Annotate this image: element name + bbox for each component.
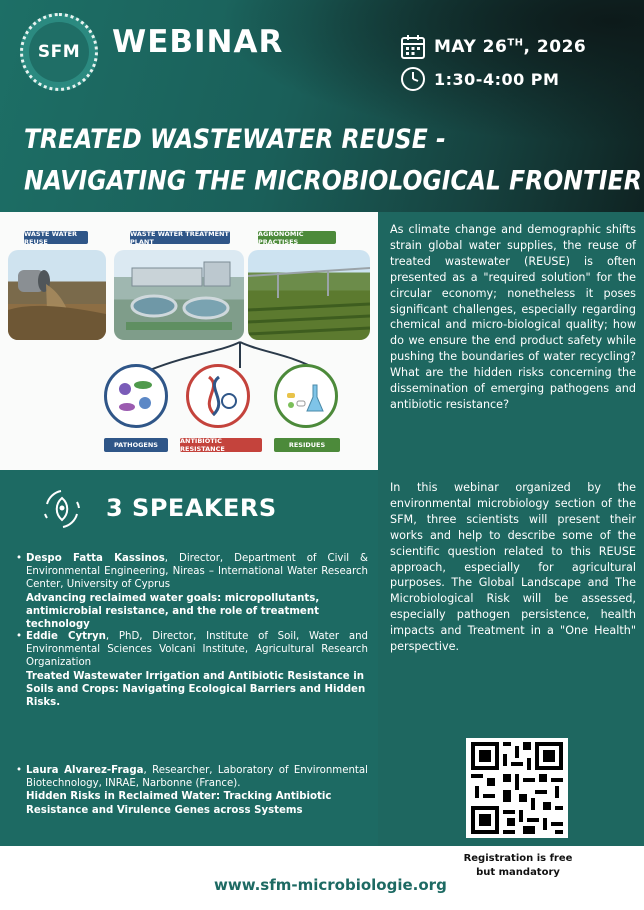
speaker-name: Eddie Cytryn — [26, 631, 106, 642]
webinar-label: WEBINAR — [112, 24, 284, 60]
clock-icon — [400, 66, 426, 92]
registration-line-1: Registration is free — [463, 853, 573, 864]
outfall-pipe-illustration — [8, 250, 106, 340]
label-pathogens: PATHOGENS — [104, 438, 168, 452]
speaker-affiliation: , Director, Department of Civil & Environmental Engineering, Nireas – International Water Research Center, University of Cyprus — [26, 553, 368, 591]
registration-note — [452, 852, 584, 880]
tag-agronomic-practises: AGRONOMIC PRACTISES — [258, 231, 336, 244]
antibiotic-resistance-illustration — [186, 364, 250, 428]
talk-title: Treated Wastewater Irrigation and Antibiotic Resistance in Soils and Crops: Navigating Ecological Barriers and Hidden Risks. — [26, 670, 366, 709]
label-residues: RESIDUES — [274, 438, 340, 452]
header-banner — [0, 0, 644, 212]
speakers-icon — [39, 486, 85, 532]
date-year: , 2026 — [523, 37, 587, 57]
speaker-item: • Despo Fatta Kassinos, Director, Department of Civil & Environmental Engineering, Nireas – International Water Research Center, University of Cyprus Advancing reclaimed water goals: micropollutants, antimicrobial resistance, and the role of treatment technology — [16, 553, 368, 631]
reuse-infographic — [0, 212, 378, 470]
website-link[interactable]: www.sfm-microbiologie.org — [214, 876, 447, 894]
label-antibiotic-resistance: ANTIBIOTIC RESISTANCE — [180, 438, 262, 452]
registration-qr-code[interactable] — [466, 738, 568, 838]
description-paragraph-1: As climate change and demographic shifts strain global water supplies, the reuse of treated wastewater (REUSE) is often presented as a "required solution" for the circular economy; nonetheless it poses significant challenges, especially regarding chemical and micro-biological quality; how do we ensure the end product safety while pushing the boundaries of water recycling? What are the hidden risks concerning the dissemination of emerging pathogens and antibiotic resistance? — [390, 223, 636, 411]
speakers-heading: 3 SPEAKERS — [106, 494, 277, 522]
registration-line-2: but mandatory — [476, 867, 560, 878]
speaker-affiliation: , PhD, Director, Institute of Soil, Water and Environmental Sciences Volcani Institute, Agricultural Research Organization — [26, 631, 368, 669]
date-suffix: TH — [507, 37, 524, 49]
talk-title: Advancing reclaimed water goals: micropollutants, antimicrobial resistance, and the role of treatment technology — [26, 592, 320, 631]
tag-waste-water-reuse: WASTE WATER REUSE — [24, 231, 88, 244]
treatment-plant-illustration — [114, 250, 244, 340]
speaker-affiliation: , Researcher, Laboratory of Environmental Biotechnology, INRAE, Narbonne (France). — [26, 765, 368, 790]
calendar-icon — [400, 34, 426, 60]
date-text: MAY 26 — [434, 37, 508, 57]
irrigated-field-illustration — [248, 250, 370, 340]
logo-text: SFM — [37, 42, 81, 62]
event-date — [400, 34, 586, 60]
description-paragraph-2: In this webinar organized by the environmental microbiology section of the SFM, three scientists will present their works and help to describe some of the scientific question related to this REUSE approach, especially for agricultural purposes. The Global Landscape and The Microbiological Risk will be assessed, especially pathogen persistence, health impacts and Treatment in a "One Health" perspective. — [390, 481, 636, 654]
footer — [0, 846, 644, 910]
talk-title: Hidden Risks in Reclaimed Water: Tracking Antibiotic Resistance and Virulence Genes across Systems — [26, 791, 332, 816]
sfm-logo — [20, 13, 98, 91]
speaker-name: Despo Fatta Kassinos — [26, 553, 165, 564]
webinar-title — [24, 118, 642, 201]
speaker-item: • Laura Alvarez-Fraga, Researcher, Laboratory of Environmental Biotechnology, INRAE, Narbonne (France). Hidden Risks in Reclaimed Water: Tracking Antibiotic Resistance and Virulence Genes across Systems — [16, 765, 368, 816]
event-time — [400, 66, 559, 92]
speaker-item: • Eddie Cytryn, PhD, Director, Institute of Soil, Water and Environmental Sciences Volcani Institute, Agricultural Research Organization Treated Wastewater Irrigation and Antibiotic Resistance in Soils and Crops: Navigating Ecological Barriers and Hidden Risks. — [16, 631, 368, 709]
title-line-1: TREATED WASTEWATER REUSE - — [24, 122, 446, 155]
time-text: 1:30-4:00 PM — [434, 69, 560, 89]
speakers-panel — [0, 470, 378, 846]
title-line-2: NAVIGATING THE MICROBIOLOGICAL FRONTIER — [24, 164, 642, 197]
pathogens-illustration — [104, 364, 168, 428]
speaker-name: Laura Alvarez-Fraga — [26, 765, 144, 776]
residues-illustration — [274, 364, 338, 428]
description-column — [378, 212, 644, 846]
tag-treatment-plant: WASTE WATER TREATMENT PLANT — [130, 229, 229, 246]
